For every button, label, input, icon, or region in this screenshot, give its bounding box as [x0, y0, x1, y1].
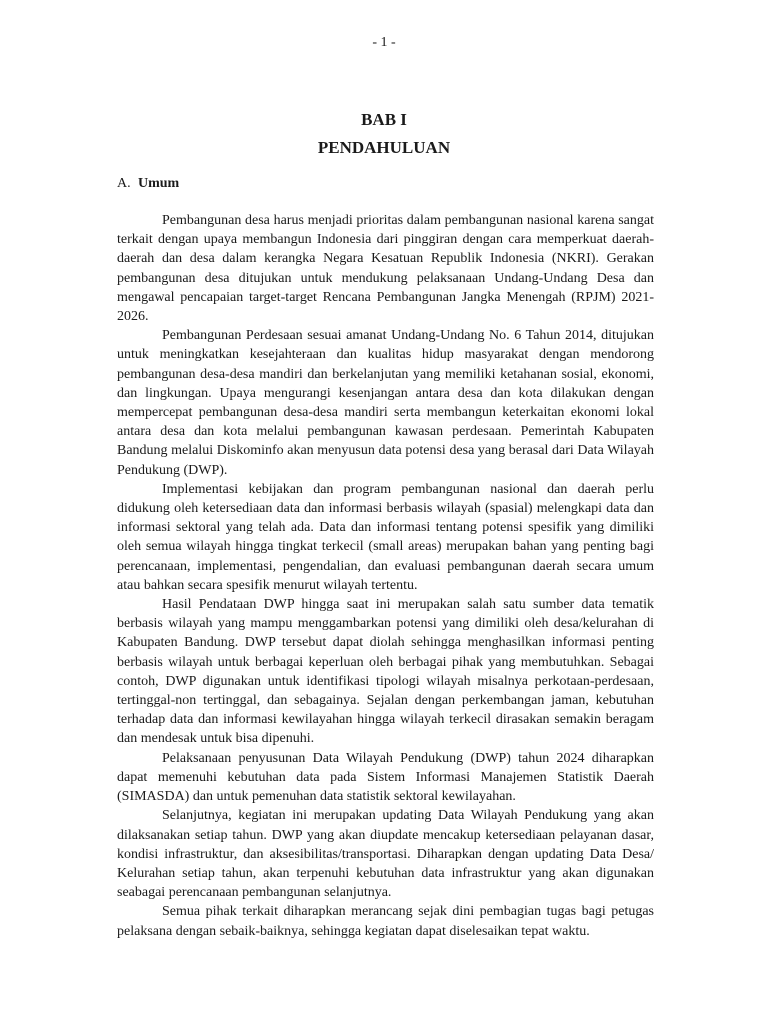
page-number: - 1 - [372, 35, 396, 50]
section-title: Umum [138, 176, 180, 191]
paragraph: Pembangunan desa harus menjadi prioritas dalam pembangunan nasional karena sangat terkait dengan upaya membangun Indonesia dari pinggiran dengan cara memperkuat daerah-daerah dan desa dalam kerangka Negara Kesatuan Republik Indonesia (NKRI). Gerakan pembangunan desa ditujukan untuk mendukung pelaksanaan Undang-Undang Desa dan mengawal pencapaian target-target Rencana Pembangunan Jangka Menengah (RPJM) 2021-2026. [117, 213, 654, 325]
paragraph: Hasil Pendataan DWP hingga saat ini merupakan salah satu sumber data tematik berbasis wilayah yang mampu menggambarkan potensi yang dimiliki oleh desa/kelurahan di Kabupaten Bandung. DWP tersebut dapat diolah sehingga menghasilkan informasi penting berbasis wilayah untuk berbagai keperluan oleh berbagai pihak yang membutuhkan. Sebagai contoh, DWP digunakan untuk identifikasi tipologi wilayah misalnya perkotaan-perdesaan, tertinggal-non tertinggal, dan sebagainya. Sejalan dengan perkembangan jaman, kebutuhan terhadap data dan informasi kewilayahan hingga wilayah terkecil dirasakan semakin beragam dan mendesak untuk bisa dipenuhi. [117, 597, 654, 747]
paragraph: Pelaksanaan penyusunan Data Wilayah Pendukung (DWP) tahun 2024 diharapkan dapat memenuhi kebutuhan data pada Sistem Informasi Manajemen Statistik Daerah (SIMASDA) dan untuk pemenuhan data statistik sektoral kewilayahan. [117, 750, 654, 805]
paragraph: Selanjutnya, kegiatan ini merupakan updating Data Wilayah Pendukung yang akan dilaksanakan setiap tahun. DWP yang akan diupdate mencakup ketersediaan pelayanan dasar, kondisi infrastruktur, dan aksesibilitas/transportasi. Diharapkan dengan updating Data Desa/ Kelurahan setiap tahun, akan terpenuhi kebutuhan data infrastruktur yang akan digunakan seabagai perencanaan pembangunan selanjutnya. [117, 808, 654, 901]
chapter-title: PENDAHULUAN [317, 138, 451, 157]
body-text [117, 211, 654, 941]
section-letter: A. [117, 176, 131, 191]
paragraph: Implementasi kebijakan dan program pembangunan nasional dan daerah perlu didukung oleh ketersediaan data dan informasi berbasis wilayah (spasial) melengkapi data dan informasi sektoral yang telah ada. Data dan informasi tentang potensi spesifik yang dimiliki oleh semua wilayah hingga tingkat terkecil (small areas) merupakan bahan yang penting bagi perencanaan, implementasi, pengendalian, dan evaluasi pembangunan daerah secara umum atau bahkan secara spesifik menurut wilayah tertentu. [117, 481, 654, 593]
paragraph: Pembangunan Perdesaan sesuai amanat Undang-Undang No. 6 Tahun 2014, ditujukan untuk meningkatkan kesejahteraan dan kualitas hidup masyarakat dengan mendorong pembangunan desa-desa mandiri dan berkelanjutan yang memiliki ketahanan sosial, ekonomi, dan lingkungan. Upaya mengurangi kesenjangan antara desa dan kota dilakukan dengan mempercepat pembangunan desa-desa mandiri serta membangun keterkaitan ekonomi lokal antara desa dan kota melalui pembangunan kawasan perdesaan. Pemerintah Kabupaten Bandung melalui Diskominfo akan menyusun data potensi desa yang berasal dari Data Wilayah Pendukung (DWP). [117, 328, 654, 478]
chapter-number: BAB I [361, 110, 407, 129]
paragraph: Semua pihak terkait diharapkan merancang sejak dini pembagian tugas bagi petugas pelaksana dengan sebaik-baiknya, sehingga kegiatan dapat diselesaikan tepat waktu. [117, 904, 654, 939]
chapter-heading [0, 106, 768, 162]
section-heading [117, 176, 179, 192]
